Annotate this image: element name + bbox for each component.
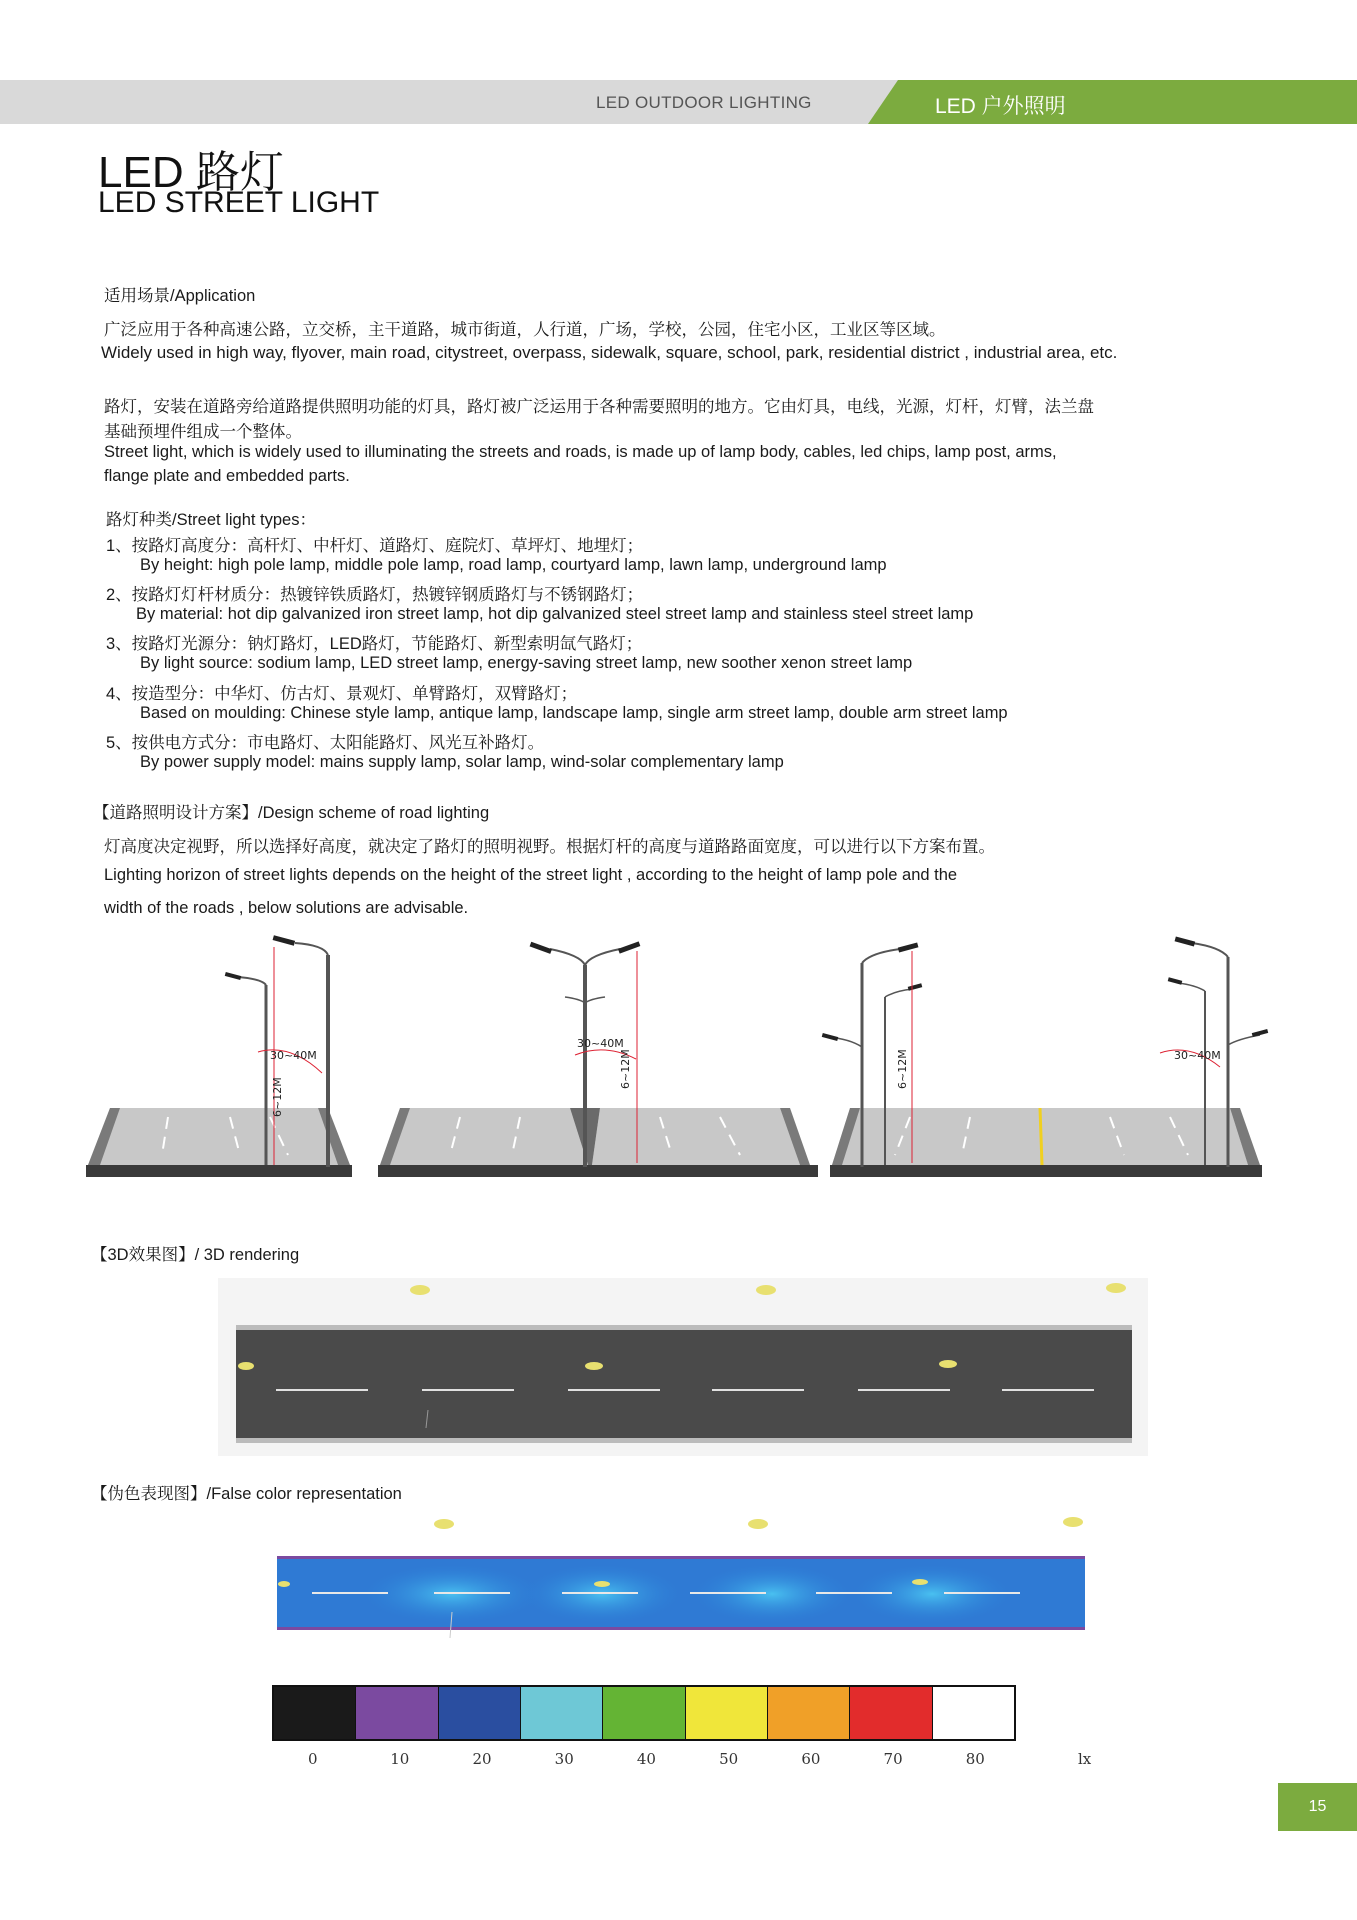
design-en-2: width of the roads , below solutions are advisable. [104,899,469,917]
design-cn: 灯高度决定视野，所以选择好高度，就决定了路灯的照明视野。根据灯杆的高度与道路路面宽度，可以进行以下方案布置。 [104,838,995,856]
description-cn-1: 路灯，安装在道路旁给道路提供照明功能的灯具，路灯被广泛运用于各种需要照明的地方。它由灯具，电线，光源，灯杆，灯臂，法兰盘 [104,398,1094,416]
types-item-cn: 3、按路灯光源分：钠灯路灯，LED路灯，节能路灯、新型索明氙气路灯； [106,635,643,653]
page-title-cn: LED 路灯 [98,148,284,197]
rendering-heading: 【3D效果图】/ 3D rendering [91,1246,300,1264]
types-item-en: Based on moulding: Chinese style lamp, antique lamp, landscape lamp, single arm street lamp, double arm street lamp [140,704,1008,722]
legend-scale-label: 0 [308,1750,318,1768]
road-surface [88,1108,338,1165]
types-item-en: By material: hot dip galvanized iron street lamp, hot dip galvanized steel street lamp and stainless steel street lamp [136,605,974,623]
legend-swatch [849,1687,931,1739]
legend-unit: lx [1078,1750,1092,1768]
lamp-head [898,942,919,952]
legend-scale-label: 50 [719,1750,739,1768]
types-item-cn: 2、按路灯灯杆材质分：热镀锌铁质路灯，热镀锌钢质路灯与不锈钢路灯； [106,586,644,604]
lamp-glow [410,1285,430,1295]
types-item-cn: 1、按路灯高度分：高杆灯、中杆灯、道路灯、庭院灯、草坪灯、地埋灯； [106,537,644,555]
false-color-heading: 【伪色表现图】/False color representation [91,1485,402,1503]
page-number: 15 [1308,1798,1327,1815]
lamp-glow [1106,1283,1126,1293]
road-surface [236,1330,1132,1438]
design-en-1: Lighting horizon of street lights depends on the height of the street light , according to the height of lamp pole and the [104,866,958,884]
road-surface [380,1108,588,1165]
legend-scale-label: 70 [883,1750,903,1768]
types-item-en: By light source: sodium lamp, LED street lamp, energy-saving street lamp, new soother xenon street lamp [140,654,913,672]
spacing-label: 30~40M [1174,1049,1221,1062]
3d-rendering-image [218,1278,1148,1456]
types-item-en: By height: high pole lamp, middle pole lamp, road lamp, courtyard lamp, lawn lamp, underground lamp [140,556,887,574]
road-lighting-diagrams [80,935,1280,1195]
height-label: 6~12M [271,1077,284,1117]
lamp-head [225,972,241,980]
legend-scale-label: 10 [390,1750,410,1768]
legend-scale-label: 20 [472,1750,492,1768]
description-cn-2: 基础预埋件组成一个整体。 [104,423,302,441]
height-label: 6~12M [619,1049,632,1089]
legend-swatch [274,1687,355,1739]
page-title-en: LED STREET LIGHT [98,186,380,219]
false-color-legend [272,1685,1016,1741]
design-heading: 【道路照明设计方案】/Design scheme of road lighting [93,804,490,822]
application-en: Widely used in high way, flyover, main road, citystreet, overpass, sidewalk, square, school, park, residential district , industrial area, etc. [101,343,1118,362]
lamp-glow [756,1285,776,1295]
lamp-head [1175,936,1196,946]
legend-swatch [438,1687,520,1739]
false-color-image [272,1512,1090,1642]
legend-scale-label: 60 [801,1750,821,1768]
legend-swatch [520,1687,602,1739]
header-title-cn: LED 户外照明 [935,95,1066,118]
legend-swatch [355,1687,437,1739]
types-item-en: By power supply model: mains supply lamp, solar lamp, wind-solar complementary lamp [140,753,784,771]
spacing-label: 30~40M [270,1049,317,1062]
application-heading: 适用场景/Application [104,287,256,305]
types-heading: 路灯种类/Street light types： [106,511,316,529]
legend-scale-label: 40 [636,1750,656,1768]
legend-swatch [767,1687,849,1739]
height-label: 6~12M [896,1049,909,1089]
application-cn: 广泛应用于各种高速公路，立交桥，主干道路，城市街道，人行道，广场，学校，公园，住宅小区，工业区等区域。 [104,321,946,339]
types-item-cn: 5、按供电方式分：市电路灯、太阳能路灯、风光互补路灯。 [106,734,545,752]
legend-swatch [602,1687,684,1739]
lamp-head [530,942,552,954]
header-title-en: LED OUTDOOR LIGHTING [596,93,812,112]
legend-swatch [932,1687,1014,1739]
lamp-head [273,935,296,946]
legend-scale [272,1750,1108,1774]
legend-swatch [685,1687,767,1739]
legend-scale-label: 30 [554,1750,574,1768]
types-item-cn: 4、按造型分：中华灯、仿古灯、景观灯、单臂路灯，双臂路灯； [106,685,578,703]
road-surface [592,1108,800,1165]
description-en-1: Street light, which is widely used to illuminating the streets and roads, is made up of lamp body, cables, led chips, lamp post, arms, [104,443,1057,461]
diagram-double-side [822,936,1268,1177]
spacing-label: 30~40M [577,1037,624,1050]
legend-scale-label: 80 [965,1750,985,1768]
description-en-2: flange plate and embedded parts. [104,467,350,485]
diagram-median [378,941,818,1177]
diagram-single-side [86,935,352,1177]
